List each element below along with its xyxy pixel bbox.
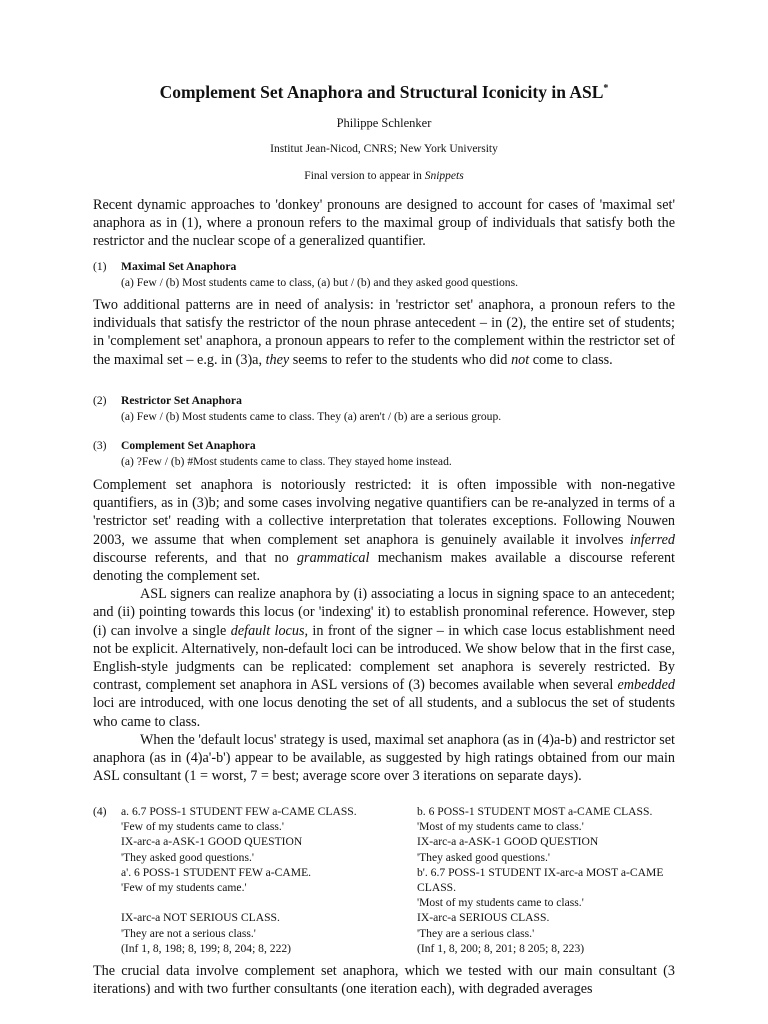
example-3 — [93, 438, 675, 470]
example-number: (1) — [93, 260, 107, 273]
example-heading: Complement Set Anaphora — [121, 439, 256, 452]
example-number: (2) — [93, 394, 107, 407]
example-line: (a) ?Few / (b) #Most students came to class. They stayed home instead. — [121, 455, 452, 468]
example-line: (a) Few / (b) Most students came to class, (a) but / (b) and they asked good questions. — [121, 276, 519, 289]
paragraph-patterns: Two additional patterns are in need of analysis: in 'restrictor set' anaphora, a pronoun refers to the individuals that satisfy the restrictor of the noun phrase antecedent – in (2), the entire set of students; in 'complement set' anaphora, a pronoun appears to refer to the complement within the restrictor set of the maximal set – e.g. in (3)a, they seems to refer to the students who did not come to class. — [93, 297, 675, 368]
venue: Snippets — [424, 170, 464, 182]
affiliation: Institut Jean-Nicod, CNRS; New York University — [270, 143, 498, 155]
paragraph-discussion: Complement set anaphora is notoriously restricted: it is often impossible with non-negative quantifiers, as in (3)b; and some cases involving negative quantifiers can be re-analyzed in terms of a 'restrictor set' reading with a collective interpretation that tolerates exceptions. Following Nouwen 2003, we assume that when complement set anaphora is genuinely available it involves inferred discourse referents, and that no grammatical mechanism makes available a discourse referent denoting the complement set. ASL signers can realize anaphora by (i) associating a locus in signing space to an antecedent; and (ii) pointing towards this locus (or 'indexing' it) to establish pronominal reference. However, step (i) can involve a single default locus, in front of the signer – in which case locus establishment need not be explicit. Alternatively, non-default loci can be introduced. We show below that in the first case, English-style judgments can be replicated: complement set anaphora is severely restricted. By contrast, complement set anaphora in ASL versions of (3) becomes available when several embedded loci are introduced, with one locus denoting the set of all students, and a sublocus the set of students who came to class. When the 'default locus' strategy is used, maximal set anaphora (as in (4)a-b) and restrictor set anaphora (as in (4)a'-b') appear to be available, as suggested by high ratings obtained from our main ASL consultant (1 = worst, 7 = best; average score over 3 iterations on separate days). — [93, 477, 676, 785]
example-1 — [93, 259, 675, 291]
author: Philippe Schlenker — [336, 116, 432, 130]
publication-note: Final version to appear in Snippets — [304, 170, 464, 182]
paragraph-default-locus: When the 'default locus' strategy is used, maximal set anaphora (as in (4)a-b) and restrictor set anaphora (as in (4)a'-b') appear to be available, as suggested by high ratings obtained from our main ASL consultant (1 = worst, 7 = best; average score over 3 iterations on separate days). — [93, 731, 675, 785]
example-4-left-column: a. 6.7 POSS-1 STUDENT FEW a-CAME CLASS. 'Few of my students came to class.' IX-arc-a a-ASK-1 GOOD QUESTION 'They asked good questions.' a'. 6 POSS-1 STUDENT FEW a-CAME. 'Few of my students came.' IX-arc-a NOT SERIOUS CLASS. 'They are not a serious class.' (Inf 1, 8, 198; 8, 199; 8, 204; 8, 222) — [121, 805, 357, 955]
example-line: (a) Few / (b) Most students came to class. They (a) aren't / (b) are a serious group. — [121, 410, 502, 423]
example-number: (4) — [93, 805, 107, 818]
paper-title: Complement Set Anaphora and Structural Iconicity in ASL* — [159, 82, 609, 102]
paragraph-crucial-data: The crucial data involve complement set anaphora, which we tested with our main consultant (3 iterations) and with two further consultants (one iteration each), with degraded averages — [93, 963, 675, 998]
example-heading: Maximal Set Anaphora — [121, 260, 237, 273]
example-heading: Restrictor Set Anaphora — [121, 394, 242, 407]
paragraph-intro: Recent dynamic approaches to 'donkey' pronouns are designed to account for cases of 'maximal set' anaphora as in (1), where a pronoun refers to the maximal group of individuals that satisfy both the restrictor and the nuclear scope of a generalized quantifier. — [93, 197, 675, 250]
example-number: (3) — [93, 439, 107, 452]
title-footnote-mark: * — [603, 83, 609, 95]
example-2 — [93, 393, 675, 425]
example-4-right-column: b. 6 POSS-1 STUDENT MOST a-CAME CLASS. 'Most of my students came to class.' IX-arc-a a-ASK-1 GOOD QUESTION 'They asked good questions.' b'. 6.7 POSS-1 STUDENT IX-arc-a MOST a-CAME CLASS. 'Most of my students came to class.' IX-arc-a SERIOUS CLASS. 'They are a serious class.' (Inf 1, 8, 200; 8, 201; 8 205; 8, 223) — [417, 805, 664, 955]
paragraph-asl: ASL signers can realize anaphora by (i) associating a locus in signing space to an antecedent; and (ii) pointing towards this locus (or 'indexing' it) to establish pronominal reference. However, step (i) can involve a single default locus, in front of the signer – in which case locus establishment need not be explicit. Alternatively, non-default loci can be introduced. We show below that in the first case, English-style judgments can be replicated: complement set anaphora is severely restricted. By contrast, complement set anaphora in ASL versions of (3) becomes available when several embedded loci are introduced, with one locus denoting the set of all students, and a sublocus the set of students who came to class. — [93, 586, 675, 730]
